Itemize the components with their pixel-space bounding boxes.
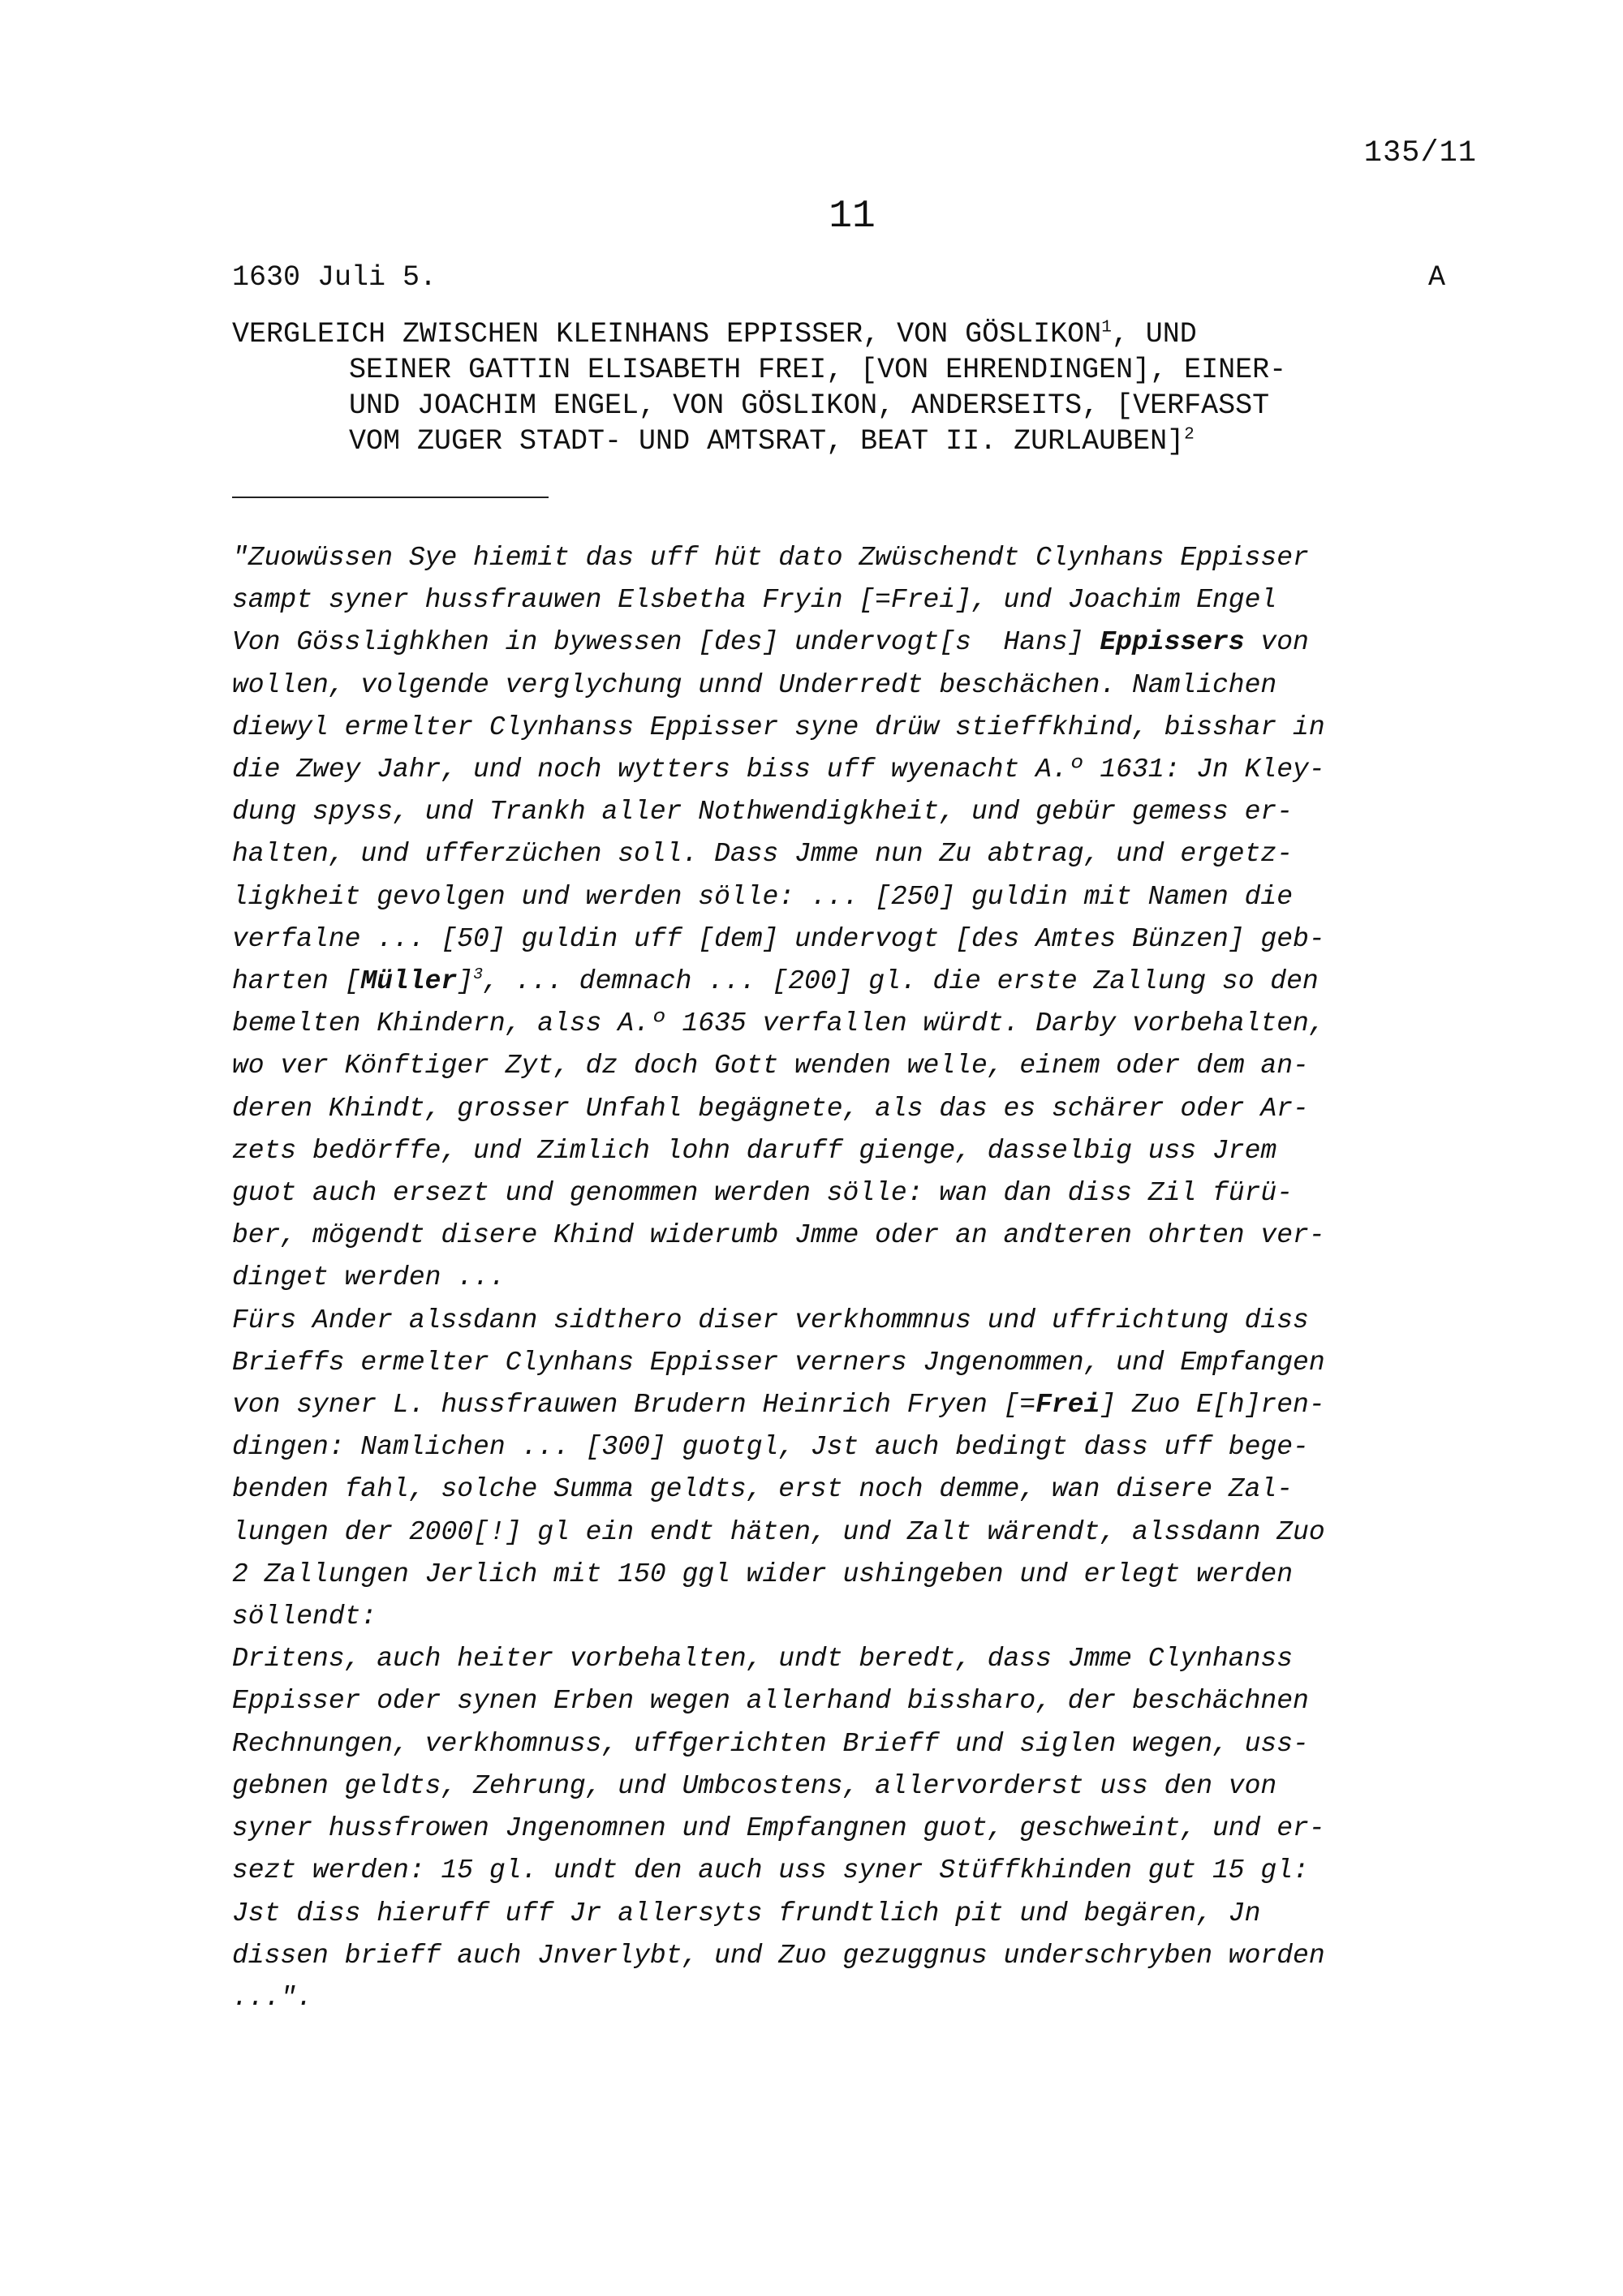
body-line: zets bedörffe, und Zimlich lohn daruff gienge, dasselbig uss Jrem xyxy=(232,1135,1277,1166)
body-line: Eppisser oder synen Erben wegen allerhand bissharo, der beschächnen xyxy=(232,1686,1309,1717)
document-number: 11 xyxy=(829,195,876,239)
body-line xyxy=(232,961,1498,1003)
body-line-text: ] Zuo E[h]ren- xyxy=(1100,1390,1325,1421)
body-line: sezt werden: 15 gl. undt den auch uss syner Stüffkhinden gut 15 gl: xyxy=(232,1855,1309,1886)
body-line: diewyl ermelter Clynhanss Eppisser syne drüw stieffkhind, bisshar in xyxy=(232,712,1325,742)
body-line-text: , ... demnach ... [200] gl. die erste Zallung so den xyxy=(482,966,1319,997)
body-line: Jst diss hieruff uff Jr allersyts frundtlich pit und begären, Jn xyxy=(232,1898,1261,1928)
title-line-1-end: , UND xyxy=(1111,318,1197,350)
body-line: bemelten Khindern, alss A.º 1635 verfallen würdt. Darby vorbehalten, xyxy=(232,1008,1325,1039)
body-line-text: ] xyxy=(457,966,474,997)
footnote-ref-1: 1 xyxy=(1101,318,1112,338)
title-line-3: UND JOACHIM ENGEL, VON GÖSLIKON, ANDERSEITS, [VERFASST xyxy=(349,389,1270,422)
body-line xyxy=(232,621,1498,664)
body-line: dissen brieff auch Jnverlybt, und Zuo gezuggnus underschryben worden xyxy=(232,1940,1325,1971)
body-line: wollen, volgende verglychung unnd Underredt beschächen. Namlichen xyxy=(232,669,1277,700)
title-line-4 xyxy=(232,424,1474,459)
body-line: ...". xyxy=(232,1982,313,2013)
body-line: syner hussfrowen Jngenomnen und Empfangnen guot, geschweint, und er- xyxy=(232,1813,1325,1844)
body-line: ligkheit gevolgen und werden sölle: ... [250] guldin mit Namen die xyxy=(232,881,1294,912)
body-line: dingen: Namlichen ... [300] guotgl, Jst auch bedingt dass uff bege- xyxy=(232,1432,1309,1463)
document-title xyxy=(232,316,1474,459)
bold-name: Eppissers xyxy=(1100,627,1245,658)
body-line: Dritens, auch heiter vorbehalten, undt beredt, dass Jmme Clynhanss xyxy=(232,1644,1294,1675)
body-line-text: von xyxy=(1244,627,1309,658)
body-line: halten, und ufferzüchen soll. Dass Jmme nun Zu abtrag, und ergetz- xyxy=(232,839,1294,870)
body-line: dinget werden ... xyxy=(232,1262,506,1293)
body-line: dung spyss, und Trankh aller Nothwendigkheit, und gebür gemess er- xyxy=(232,797,1294,828)
bold-name: Müller xyxy=(360,966,458,997)
title-line-4-text: VOM ZUGER STADT- UND AMTSRAT, BEAT II. ZURLAUBEN] xyxy=(349,425,1185,458)
body-line-text: von syner L. hussfrauwen Brudern Heinrich Fryen [= xyxy=(232,1390,1036,1421)
body-line: gebnen geldts, Zehrung, und Umbcostens, allervorderst uss den von xyxy=(232,1770,1277,1801)
page-reference: 135/11 xyxy=(1363,136,1477,170)
body-line xyxy=(232,1384,1498,1426)
title-divider xyxy=(232,497,549,498)
body-line: deren Khindt, grosser Unfahl begägnete, als das es schärer oder Ar- xyxy=(232,1093,1309,1124)
body-line: "Zuowüssen Sye hiemit das uff hüt dato Zwüschendt Clynhans Eppisser xyxy=(232,543,1309,573)
body-line: Fürs Ander alssdann sidthero diser verkhommnus und uffrichtung diss xyxy=(232,1305,1309,1335)
body-line: verfalne ... [50] guldin uff [dem] undervogt [des Amtes Bünzen] geb- xyxy=(232,923,1325,954)
version-letter: A xyxy=(1428,261,1446,294)
body-line: lungen der 2000[!] gl ein endt häten, und Zalt wärendt, alssdann Zuo xyxy=(232,1516,1325,1547)
title-line-1 xyxy=(232,316,1474,352)
body-line: Brieffs ermelter Clynhans Eppisser verners Jngenommen, und Empfangen xyxy=(232,1347,1325,1378)
body-line: söllendt: xyxy=(232,1602,377,1632)
body-line: die Zwey Jahr, und noch wytters biss uff wyenacht A.º 1631: Jn Kley- xyxy=(232,755,1325,785)
body-line: benden fahl, solche Summa geldts, erst noch demme, wan disere Zal- xyxy=(232,1474,1294,1505)
footnote-ref-3: 3 xyxy=(473,965,483,984)
body-line: sampt syner hussfrauwen Elsbetha Fryin [=Frei], und Joachim Engel xyxy=(232,585,1277,616)
transcription-body xyxy=(232,537,1498,2019)
bold-name: Frei xyxy=(1035,1390,1100,1421)
body-line: wo ver Könftiger Zyt, dz doch Gott wenden welle, einem oder dem an- xyxy=(232,1051,1309,1081)
document-date: 1630 Juli 5. xyxy=(232,261,437,294)
body-line: ber, mögendt disere Khind widerumb Jmme oder an andteren ohrten ver- xyxy=(232,1220,1325,1251)
title-line-1-text: VERGLEICH ZWISCHEN KLEINHANS EPPISSER, VON GÖSLIKON xyxy=(232,318,1102,350)
footnote-ref-2: 2 xyxy=(1184,425,1195,445)
body-line-text: Von Gösslighkhen in bywessen [des] undervogt[s Hans] xyxy=(232,627,1100,658)
title-line-2: SEINER GATTIN ELISABETH FREI, [VON EHRENDINGEN], EINER- xyxy=(349,354,1287,386)
body-line: guot auch ersezt und genommen werden sölle: wan dan diss Zil fürü- xyxy=(232,1178,1294,1209)
body-line: Rechnungen, verkhomnuss, uffgerichten Brieff und siglen wegen, uss- xyxy=(232,1728,1309,1759)
body-line-text: harten [ xyxy=(232,966,361,997)
body-line: 2 Zallungen Jerlich mit 150 ggl wider ushingeben und erlegt werden xyxy=(232,1559,1294,1589)
